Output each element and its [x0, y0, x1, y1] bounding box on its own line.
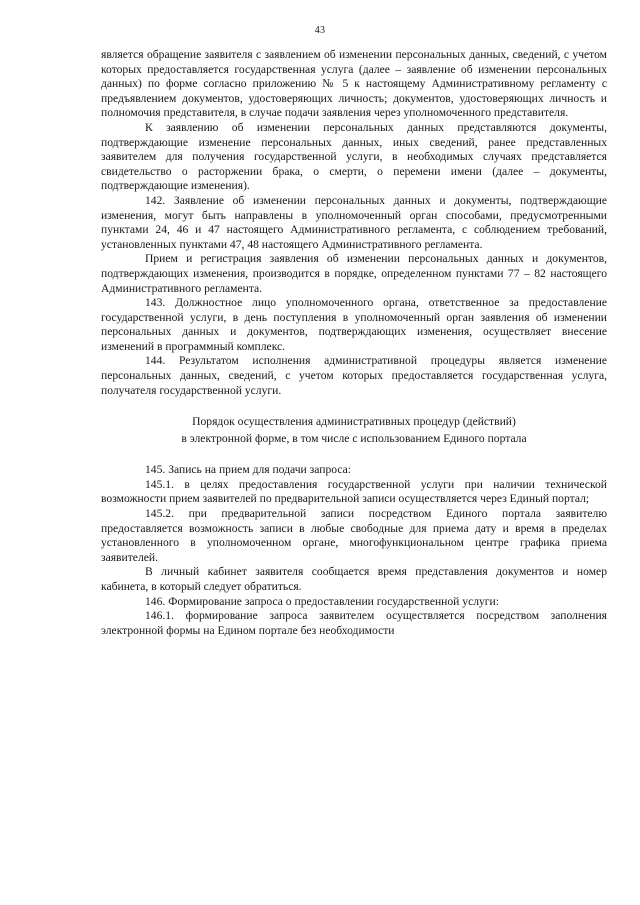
page-number: 43	[314, 25, 326, 36]
section-heading-line-2: в электронной форме, в том числе с использованием Единого портала	[181, 432, 527, 446]
paragraph-documents-required: К заявлению об изменении персональных данных представляются документы, подтверждающие изменение персональных данных, иных сведений, ранее представленных заявителем для получения государственной услуги, в необходимых случаях представляется свидетельство о расторжении брака, о смерти, о перемени имени (далее – документы, подтверждающие изменения).	[101, 120, 607, 193]
paragraph-145-2: 145.2. при предварительной записи посредством Единого портала заявителю предоставляется возможность записи в любые свободные для приема дату и время в пределах установленного в уполномоченном органе, многофункциональном центре графика приема заявителей.	[101, 507, 607, 564]
paragraph-144: 144. Результатом исполнения административной процедуры является изменение персональных данных, сведений, с учетом которых предоставляется государственная услуга, получателя государственной услуги.	[101, 354, 607, 397]
paragraph-143: 143. Должностное лицо уполномоченного органа, ответственное за предоставление государственной услуги, в день поступления в уполномоченный орган заявления об изменении персональных данных и документов, подтверждающих изменения, осуществляет внесение изменений в программный комплекс.	[101, 296, 607, 353]
paragraph-142: 142. Заявление об изменении персональных данных и документы, подтверждающие изменения, могут быть направлены в уполномоченный орган способами, предусмотренными пунктами 24, 46 и 47 настоящего Административного регламента, с соблюдением требований, установленных пунктами 47, 48 настоящего Административного регламента.	[101, 193, 607, 251]
paragraph-145-1: 145.1. в целях предоставления государственной услуги при наличии технической возможности прием заявителей по предварительной записи осуществляется через Единый портал;	[101, 477, 607, 506]
paragraph-continuation: является обращение заявителя с заявлением об изменении персональных данных, сведений, с учетом которых предоставляется государственная услуга (далее – заявление об изменении персональных данных) по форме согласно приложению № 5 к настоящему Административному регламенту с предъявлением документов, удостоверяющих личность; документов, удостоверяющих личность и полномочия представителя, в случае подачи заявления через уполномоченного представителя.	[101, 48, 607, 120]
paragraph-146-1: 146.1. формирование запроса заявителем осуществляется посредством заполнения электронной формы на Едином портале без необходимости	[101, 609, 607, 637]
document-body	[101, 48, 607, 638]
section-heading-line-1: Порядок осуществления административных процедур (действий)	[192, 415, 516, 429]
paragraph-registration: Прием и регистрация заявления об изменении персональных данных и документов, подтверждающих изменения, производится в порядке, определенном пунктами 77 – 82 настоящего Административного регламента.	[101, 252, 607, 295]
section-heading	[101, 413, 607, 447]
paragraph-personal-cabinet: В личный кабинет заявителя сообщается время представления документов и номер кабинета, в который следует обратиться.	[101, 565, 607, 593]
paragraph-146: 146. Формирование запроса о предоставлении государственной услуги:	[145, 594, 499, 608]
paragraph-145: 145. Запись на прием для подачи запроса:	[145, 463, 351, 477]
